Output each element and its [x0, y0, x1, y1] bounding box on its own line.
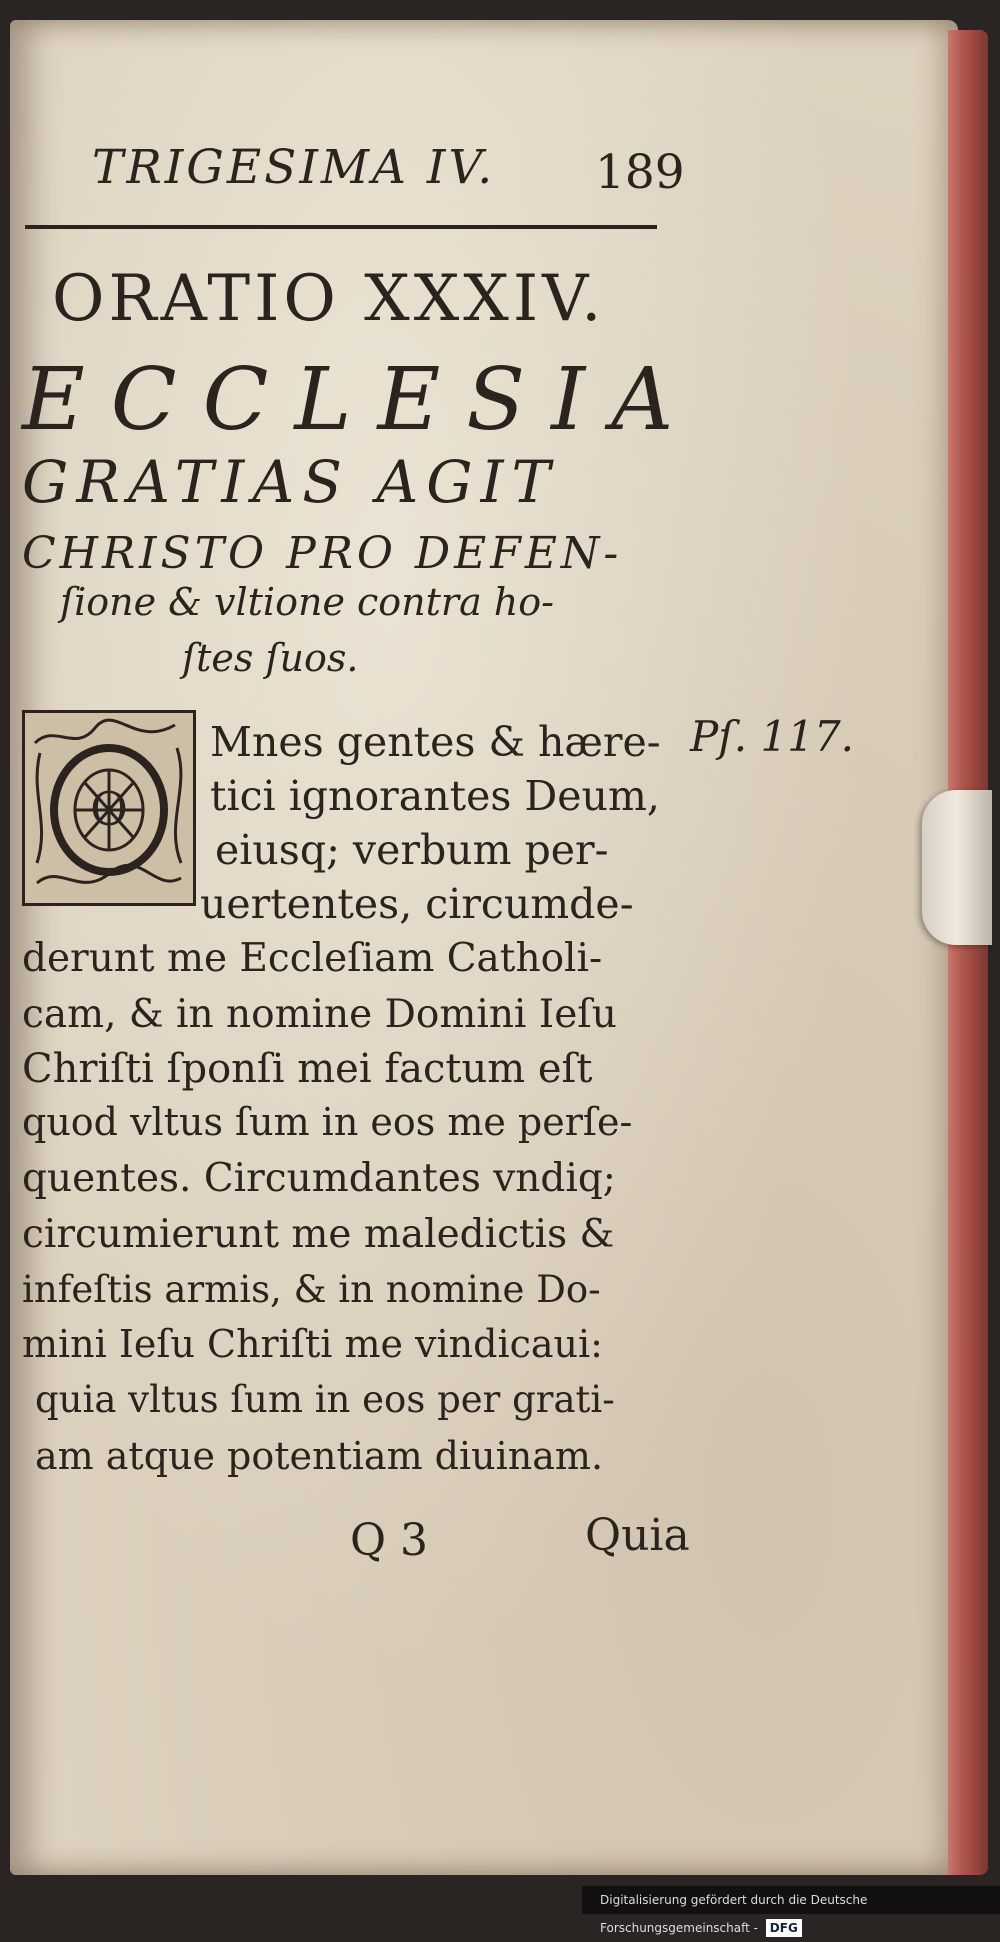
title-line-2: ECCLESIA: [22, 350, 700, 450]
initial-letter: O: [90, 782, 128, 836]
title-line-5: ſione & vltione contra ho-: [60, 580, 554, 624]
body-line: derunt me Eccleſiam Catholi-: [22, 936, 603, 981]
body-line: quod vltus ſum in eos me perſe-: [22, 1100, 633, 1144]
dfg-logo: DFG: [766, 1919, 802, 1937]
title-line-6: ſtes ſuos.: [182, 636, 359, 680]
margin-note: Pſ. 117.: [690, 712, 855, 761]
header-rule: [25, 225, 657, 229]
title-line-3: GRATIAS AGIT: [22, 448, 559, 516]
body-line: circumierunt me maledictis &: [22, 1212, 615, 1257]
digitization-footer: [582, 1886, 1000, 1935]
running-head: TRIGESIMA IV.: [92, 140, 496, 195]
decorated-initial: [22, 710, 196, 906]
body-line: uertentes, circumde-: [200, 880, 634, 928]
title-line-4: CHRISTO PRO DEFEN-: [22, 528, 623, 579]
title-line-1: ORATIO XXXIV.: [52, 262, 606, 336]
footer-text: Digitalisierung gefördert durch die Deutsche Forschungsgemeinschaft -: [600, 1893, 868, 1935]
page-number: 189: [595, 145, 685, 200]
book-clasp: [922, 790, 992, 945]
body-line: quia vltus ſum in eos per grati-: [35, 1378, 615, 1421]
page-edge: [948, 30, 988, 1875]
body-line: tici ignorantes Deum,: [210, 772, 660, 820]
body-line: eiusq; verbum per-: [215, 826, 609, 874]
body-line: cam, & in nomine Domini Ieſu: [22, 992, 617, 1037]
catchword: Quia: [585, 1510, 690, 1561]
body-line: Mnes gentes & hære-: [210, 718, 661, 766]
body-line: am atque potentiam diuinam.: [35, 1434, 604, 1478]
ornament-icon: [25, 713, 193, 903]
body-line: mini Ieſu Chriſti me vindicaui:: [22, 1322, 603, 1366]
body-line: quentes. Circumdantes vndiq;: [22, 1156, 616, 1201]
body-line: infeſtis armis, & in nomine Do-: [22, 1268, 601, 1311]
body-line: Chriſti ſponſi mei factum eſt: [22, 1046, 593, 1092]
signature-mark: Q 3: [350, 1515, 429, 1566]
